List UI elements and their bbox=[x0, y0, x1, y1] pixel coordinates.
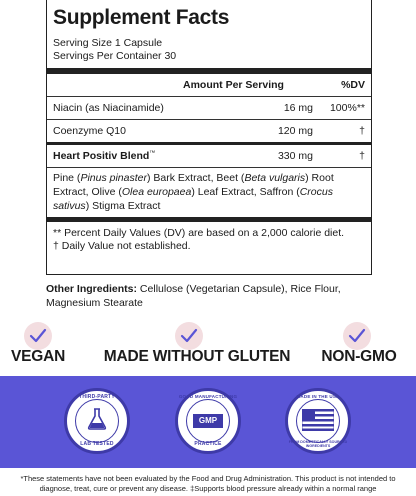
us-flag-icon bbox=[302, 409, 334, 431]
fda-disclaimer: *These statements have not been evaluated by the Food and Drug Administration. This product is not intended to diagnose, treat, cure or prevent any disease. ‡Supports blood pressure already within a normal range bbox=[20, 474, 396, 493]
nutrient-amount: 120 mg bbox=[277, 125, 313, 137]
third-party-seal: THIRD-PARTY LAB TESTED bbox=[64, 388, 130, 454]
blend-amount: 330 mg bbox=[277, 150, 313, 162]
gmp-seal: GOOD MANUFACTURING GMP PRACTICE bbox=[175, 388, 241, 454]
serving-size: Serving Size 1 Capsule bbox=[53, 37, 163, 49]
claim-vegan: VEGAN bbox=[10, 348, 66, 365]
check-badge bbox=[24, 322, 52, 350]
supplement-facts-panel bbox=[46, 0, 372, 275]
usa-seal: MADE IN THE USA FROM DOMESTICALLY SOURCED INGREDIENTS bbox=[285, 388, 351, 454]
check-badge bbox=[175, 322, 203, 350]
nutrient-dv: 100%** bbox=[329, 102, 365, 114]
check-icon bbox=[180, 328, 198, 344]
thick-divider bbox=[47, 217, 371, 222]
nutrient-name: Niacin (as Niacinamide) bbox=[53, 102, 164, 114]
footnote-dagger: † Daily Value not established. bbox=[53, 240, 191, 252]
facts-header-row bbox=[53, 74, 365, 96]
blend-name: Heart Positiv Blend™ bbox=[53, 150, 156, 162]
blend-row bbox=[53, 145, 365, 167]
blend-dv: † bbox=[359, 150, 365, 162]
flask-icon bbox=[87, 408, 107, 430]
nutrient-row bbox=[53, 97, 365, 119]
gmp-label: GMP bbox=[193, 414, 223, 428]
blend-ingredients: Pine (Pinus pinaster) Bark Extract, Beet (Beta vulgaris) Root Extract, Olive (Olea europaea) Leaf Extract, Saffron (Crocus sativus) Stigma Extract bbox=[53, 172, 334, 212]
facts-title: Supplement Facts bbox=[53, 6, 230, 29]
servings-per-container: Servings Per Container 30 bbox=[53, 50, 177, 62]
nutrient-row bbox=[53, 120, 365, 142]
other-ingredients: Other Ingredients: Cellulose (Vegetarian Capsule), Rice Flour, Magnesium Stearate bbox=[46, 283, 341, 309]
nutrient-dv: † bbox=[359, 125, 365, 137]
footnote-dv: ** Percent Daily Values (DV) are based on a 2,000 calorie diet. bbox=[53, 227, 345, 239]
check-badge bbox=[343, 322, 371, 350]
nutrient-amount: 16 mg bbox=[283, 102, 313, 114]
check-icon bbox=[348, 328, 366, 344]
header-amount: Amount Per Serving bbox=[183, 79, 284, 91]
check-icon bbox=[29, 328, 47, 344]
claim-non-gmo: NON-GMO bbox=[321, 348, 397, 365]
header-dv: %DV bbox=[341, 79, 365, 91]
nutrient-name: Coenzyme Q10 bbox=[53, 125, 126, 137]
claim-gluten: MADE WITHOUT GLUTEN bbox=[103, 348, 291, 365]
